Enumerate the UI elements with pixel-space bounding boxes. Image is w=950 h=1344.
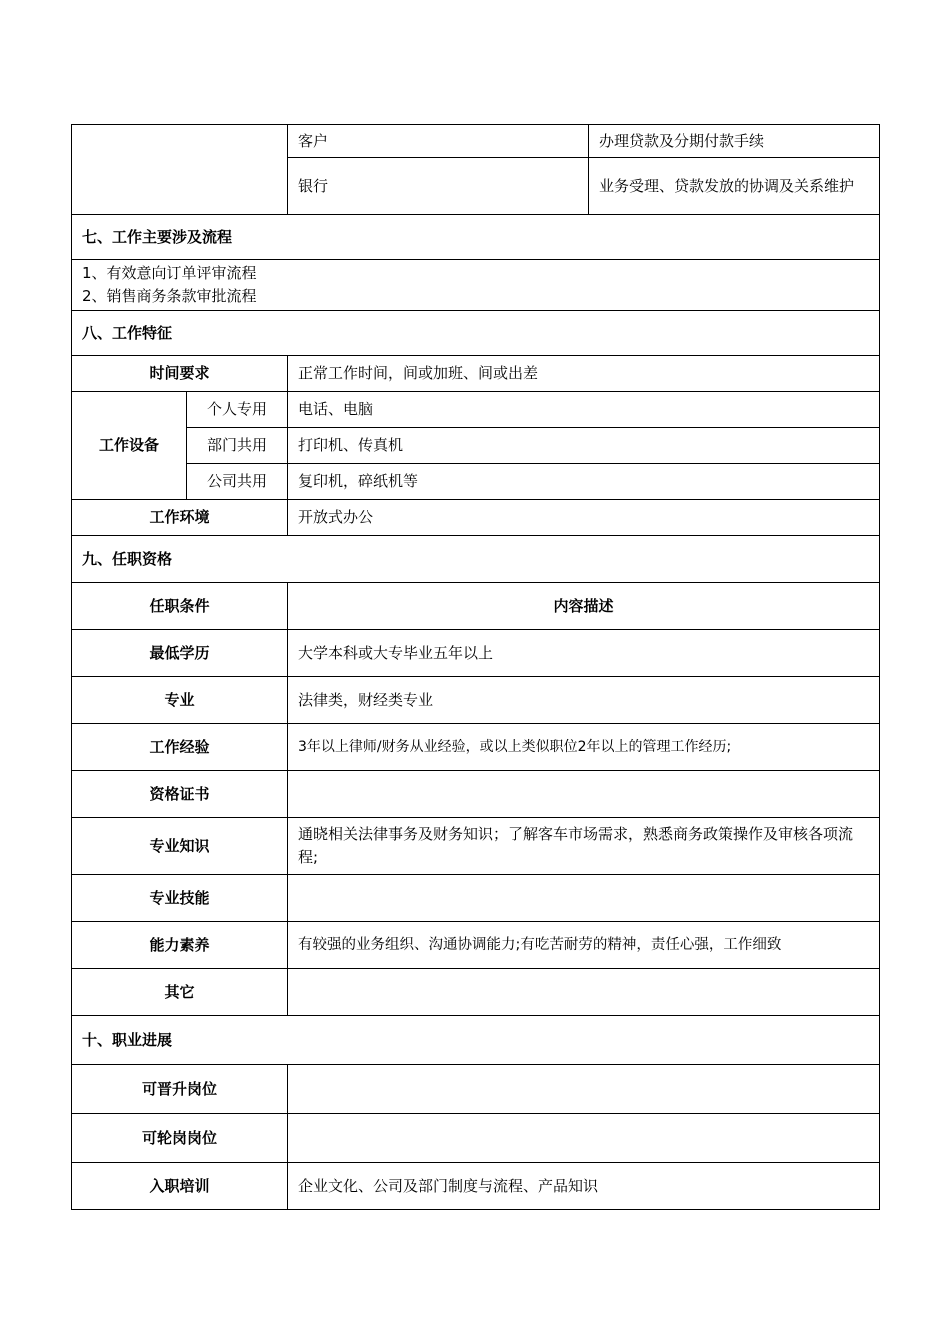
time-requirement-value: 正常工作时间，间或加班、间或出差 (288, 356, 880, 392)
career-label: 入职培训 (72, 1163, 288, 1210)
equipment-scope: 部门共用 (187, 428, 288, 464)
work-environment-value: 开放式办公 (288, 500, 880, 536)
equipment-value: 复印机，碎纸机等 (288, 464, 880, 500)
section-title-work-features: 八、工作特征 (72, 311, 880, 356)
qualification-value (288, 969, 880, 1016)
qualification-label: 最低学历 (72, 630, 288, 677)
qualification-value: 有较强的业务组织、沟通协调能力;有吃苦耐劳的精神，责任心强，工作细致 (288, 922, 880, 969)
qualification-value (288, 771, 880, 818)
qualification-label: 工作经验 (72, 724, 288, 771)
contact-party: 银行 (288, 158, 589, 215)
contact-blank-cell (72, 125, 288, 215)
process-item: 1、有效意向订单评审流程 (82, 264, 257, 282)
career-label: 可轮岗岗位 (72, 1114, 288, 1163)
qualification-value: 法律类，财经类专业 (288, 677, 880, 724)
section-title-qualifications: 九、任职资格 (72, 536, 880, 583)
section-title-career-path: 十、职业进展 (72, 1016, 880, 1065)
qualification-label: 其它 (72, 969, 288, 1016)
equipment-value: 打印机、传真机 (288, 428, 880, 464)
contact-row (72, 125, 880, 158)
qualification-value: 3年以上律师/财务从业经验，或以上类似职位2年以上的管理工作经历; (288, 724, 880, 771)
career-value (288, 1065, 880, 1114)
qualification-label: 专业知识 (72, 818, 288, 875)
qualification-label: 专业技能 (72, 875, 288, 922)
contact-matter: 业务受理、贷款发放的协调及关系维护 (589, 158, 880, 215)
contact-party: 客户 (288, 125, 589, 158)
qualification-value: 大学本科或大专毕业五年以上 (288, 630, 880, 677)
qualification-header-description: 内容描述 (288, 583, 880, 630)
work-environment-label: 工作环境 (72, 500, 288, 536)
career-label: 可晋升岗位 (72, 1065, 288, 1114)
qualification-label: 专业 (72, 677, 288, 724)
qualification-value: 通晓相关法律事务及财务知识；了解客车市场需求，熟悉商务政策操作及审核各项流程; (288, 818, 880, 875)
equipment-scope: 个人专用 (187, 392, 288, 428)
qualification-header-condition: 任职条件 (72, 583, 288, 630)
process-item: 2、销售商务条款审批流程 (82, 287, 257, 305)
job-description-table (71, 124, 880, 1210)
equipment-scope: 公司共用 (187, 464, 288, 500)
section-title-processes: 七、工作主要涉及流程 (72, 215, 880, 260)
equipment-value: 电话、电脑 (288, 392, 880, 428)
process-list-cell (72, 260, 880, 311)
equipment-label: 工作设备 (72, 392, 187, 500)
career-value: 企业文化、公司及部门制度与流程、产品知识 (288, 1163, 880, 1210)
career-value (288, 1114, 880, 1163)
qualification-label: 能力素养 (72, 922, 288, 969)
qualification-value (288, 875, 880, 922)
contact-matter: 办理贷款及分期付款手续 (589, 125, 880, 158)
qualification-label: 资格证书 (72, 771, 288, 818)
time-requirement-label: 时间要求 (72, 356, 288, 392)
